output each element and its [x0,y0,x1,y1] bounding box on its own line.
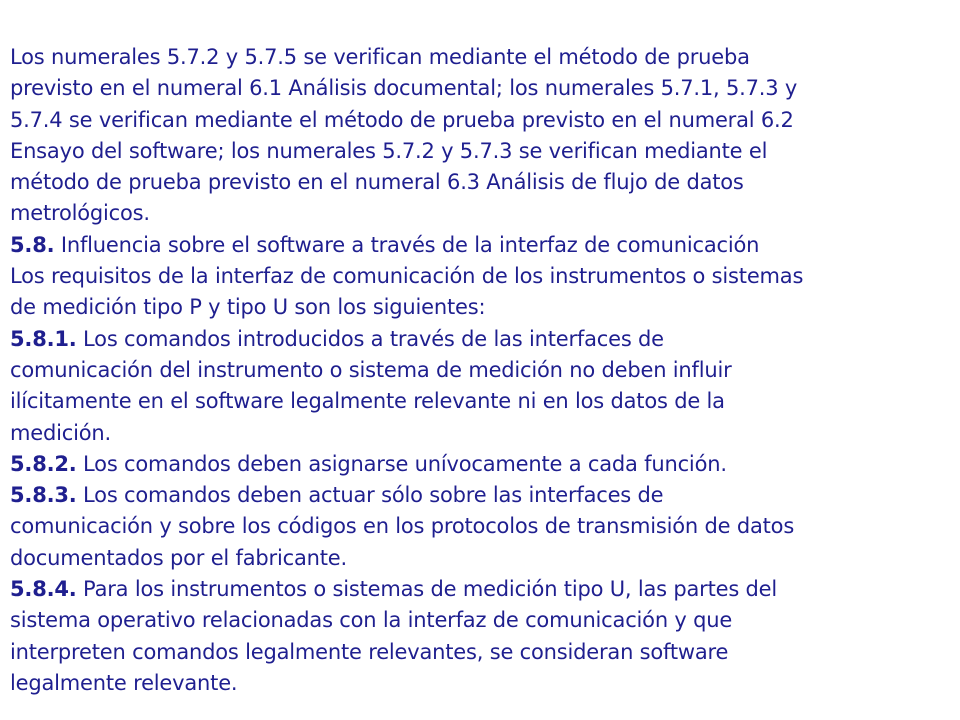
item-5-8-3-line: documentados por el fabricante. [10,545,347,570]
intro-line: método de prueba previsto en el numeral 6.3 Análisis de flujo de datos [10,170,744,195]
intro-line: previsto en el numeral 6.1 Análisis documental; los numerales 5.7.1, 5.7.3 y [10,76,798,101]
item-5-8-2-heading [10,449,950,480]
item-5-8-1-line: comunicación del instrumento o sistema de medición no deben influir [10,357,732,382]
intro-line: 5.7.4 se verifican mediante el método de prueba previsto en el numeral 6.2 [10,107,794,132]
item-text: Los comandos deben asignarse unívocamente a cada función. [76,451,727,476]
section-5-8-line: Los requisitos de la interfaz de comunicación de los instrumentos o sistemas [10,264,804,289]
section-title: Influencia sobre el software a través de la interfaz de comunicación [54,232,760,257]
item-5-8-4-line: legalmente relevante. [10,670,238,695]
section-5-8-line: de medición tipo P y tipo U son los siguientes: [10,295,486,320]
item-text: Para los instrumentos o sistemas de medición tipo U, las partes del [76,577,778,602]
item-number: 5.8.2. [10,451,77,476]
item-5-8-1-line: ilícitamente en el software legalmente relevante ni en los datos de la [10,389,725,414]
document-body [10,42,950,699]
item-5-8-1-line: medición. [10,420,111,445]
intro-line: metrológicos. [10,201,150,226]
item-text: Los comandos introducidos a través de las interfaces de [76,326,664,351]
item-number: 5.8.4. [10,577,77,602]
intro-line: Los numerales 5.7.2 y 5.7.5 se verifican mediante el método de prueba [10,45,750,69]
item-5-8-4-line: sistema operativo relacionadas con la interfaz de comunicación y que [10,608,733,633]
item-5-8-4-line: interpreten comandos legalmente relevantes, se consideran software [10,639,729,664]
intro-line: Ensayo del software; los numerales 5.7.2 y 5.7.3 se verifican mediante el [10,138,768,163]
item-5-8-1-heading [10,324,950,355]
item-number: 5.8.1. [10,326,77,351]
item-text: Los comandos deben actuar sólo sobre las interfaces de [76,483,664,508]
section-number: 5.8. [10,232,55,257]
section-5-8-heading [10,230,950,261]
item-number: 5.8.3. [10,483,77,508]
item-5-8-4-heading [10,574,950,605]
item-5-8-3-line: comunicación y sobre los códigos en los protocolos de transmisión de datos [10,514,795,539]
item-5-8-3-heading [10,480,950,511]
